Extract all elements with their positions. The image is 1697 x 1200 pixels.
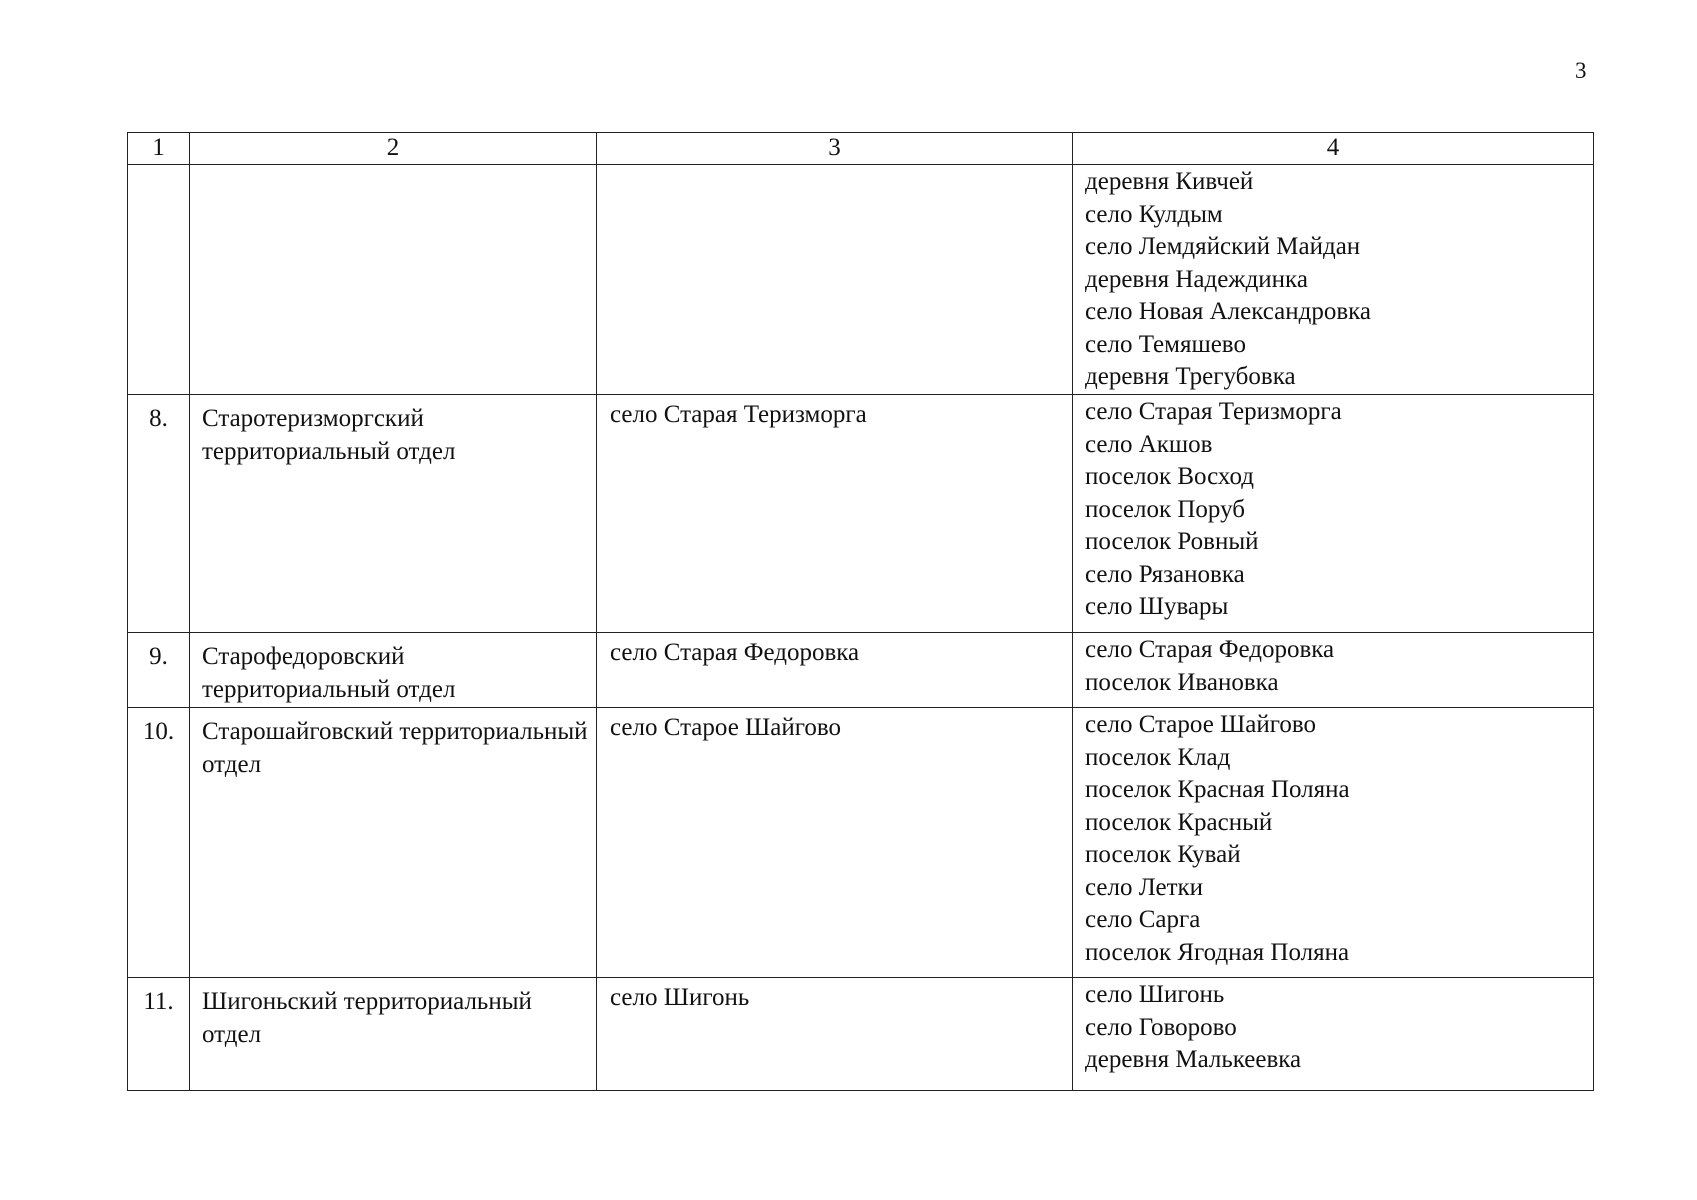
settlement-item: поселок Красный (1085, 808, 1273, 836)
settlement-item: поселок Клад (1085, 743, 1231, 771)
department-cell (190, 165, 597, 395)
settlements-cell (1073, 978, 1594, 1091)
row-number: 11. (128, 978, 190, 1091)
settlements-cell (1073, 395, 1594, 633)
settlement-item: деревня Кивчей (1085, 168, 1254, 195)
settlement-list (1073, 395, 1593, 624)
settlement-item: село Темяшево (1085, 330, 1246, 358)
administrative-center: село Шигонь (597, 978, 1073, 1091)
administrative-center: село Старое Шайгово (597, 708, 1073, 978)
settlement-item: поселок Кувай (1085, 841, 1241, 868)
table-header-row (128, 133, 1594, 165)
settlement-item: село Новая Александровка (1085, 298, 1372, 325)
administrative-center: село Старая Теризморга (597, 395, 1073, 633)
settlements-cell (1073, 708, 1594, 978)
column-header-3: 3 (597, 133, 1073, 165)
settlements-cell (1073, 633, 1594, 708)
page-number: 3 (1575, 58, 1587, 83)
settlement-item: поселок Ровный (1085, 528, 1259, 555)
settlement-item: село Старое Шайгово (1085, 711, 1317, 738)
settlement-list (1073, 165, 1593, 394)
settlement-list (1073, 708, 1593, 969)
department-name: Старотеризморгский территориальный отдел (190, 395, 597, 633)
row-number: 10. (128, 708, 190, 978)
row-number-cell (128, 165, 190, 395)
table-row (128, 978, 1594, 1091)
table-row (128, 633, 1594, 708)
settlement-item: село Акшов (1085, 430, 1213, 458)
settlement-item: поселок Поруб (1085, 495, 1245, 523)
settlement-item: деревня Трегубовка (1085, 363, 1296, 390)
department-name: Старошайговский территориальный отдел (190, 708, 597, 978)
settlement-item: деревня Надеждинка (1085, 265, 1308, 293)
department-name: Старофедоровский территориальный отдел (190, 633, 597, 708)
column-header-1: 1 (128, 133, 190, 165)
settlement-item: село Лемдяйский Майдан (1085, 233, 1361, 260)
table-row (128, 708, 1594, 978)
settlement-item: село Говорово (1085, 1013, 1237, 1041)
settlement-item: поселок Ивановка (1085, 668, 1279, 696)
department-name: Шигоньский территориальный отдел (190, 978, 597, 1091)
settlement-item: деревня Малькеевка (1085, 1046, 1302, 1073)
table-row-continuation (128, 165, 1594, 395)
row-number: 9. (128, 633, 190, 708)
settlements-cell (1073, 165, 1594, 395)
settlement-item: село Старая Федоровка (1085, 636, 1335, 663)
settlement-item: село Старая Теризморга (1085, 398, 1342, 425)
settlement-list (1073, 978, 1593, 1077)
settlement-item: село Кулдым (1085, 200, 1223, 228)
settlement-list (1073, 633, 1593, 699)
settlement-item: село Летки (1085, 873, 1204, 901)
settlement-item: село Рязановка (1085, 560, 1245, 588)
settlement-item: село Сарга (1085, 906, 1201, 933)
column-header-2: 2 (190, 133, 597, 165)
settlement-item: поселок Ягодная Поляна (1085, 938, 1350, 966)
settlement-item: поселок Восход (1085, 463, 1254, 490)
column-header-4: 4 (1073, 133, 1594, 165)
settlement-item: село Шувары (1085, 593, 1229, 620)
settlement-item: село Шигонь (1085, 981, 1225, 1008)
settlements-table (127, 132, 1594, 1091)
row-number: 8. (128, 395, 190, 633)
center-cell (597, 165, 1073, 395)
administrative-center: село Старая Федоровка (597, 633, 1073, 708)
table-row (128, 395, 1594, 633)
settlement-item: поселок Красная Поляна (1085, 776, 1350, 803)
